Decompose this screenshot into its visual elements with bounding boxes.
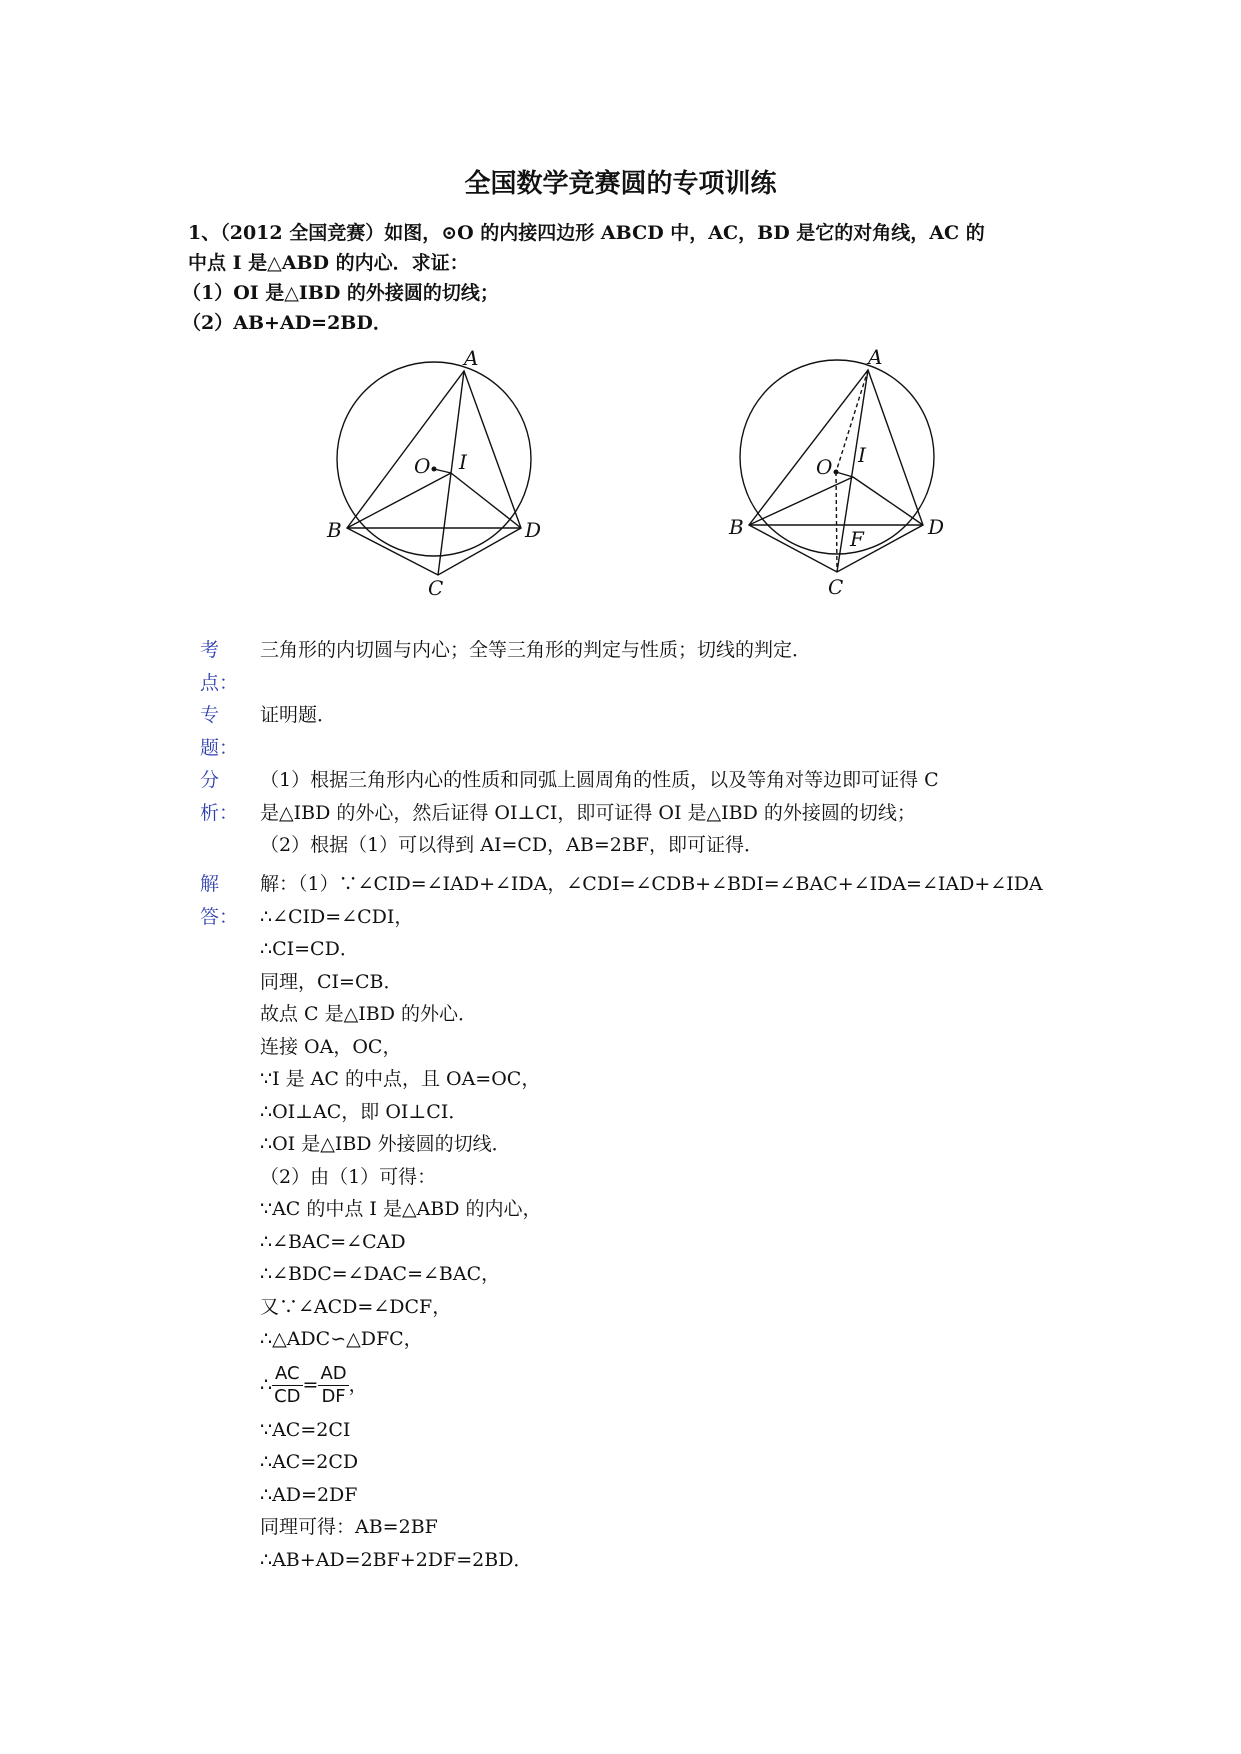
- solution-line: ∵I 是 AC 的中点，且 OA=OC，: [260, 1068, 541, 1090]
- center-point-o: [834, 470, 839, 475]
- numerator: AC: [272, 1363, 302, 1386]
- label-b: B: [327, 518, 342, 542]
- solution-line: （2）由（1）可得：: [260, 1165, 437, 1188]
- section-label: 考 点：: [200, 639, 239, 694]
- label-f: F: [850, 527, 864, 551]
- label-d: D: [928, 515, 945, 539]
- label-d: D: [525, 518, 542, 542]
- label-o: O: [816, 455, 833, 479]
- label-c: C: [428, 576, 444, 600]
- problem-part-2: （2）AB+AD=2BD．: [182, 312, 392, 334]
- solution-line: ∴∠BAC=∠CAD: [260, 1230, 406, 1253]
- solution-line: 同理，CI=CB．: [260, 970, 403, 993]
- segment-bi: [749, 477, 853, 525]
- zhuanti-text: 证明题．: [260, 704, 337, 726]
- solution-line: 故点 C 是△IBD 的外心．: [260, 1003, 477, 1025]
- figure-left: [320, 345, 570, 605]
- section-label: 分 析：: [200, 769, 239, 824]
- label-o: O: [414, 454, 431, 478]
- solution-line: ∴AB+AD=2BF+2DF=2BD．: [260, 1548, 533, 1571]
- solution-line: ∵AC=2CI: [260, 1418, 351, 1441]
- solution-line: ∴OI 是△IBD 外接圆的切线．: [260, 1133, 511, 1155]
- label-b: B: [729, 515, 744, 539]
- solution-line: ∴AC=2CD: [260, 1451, 359, 1473]
- fraction-left: [272, 1363, 302, 1408]
- solution-line: ∵AC 的中点 I 是△ABD 的内心，: [260, 1198, 542, 1220]
- fenxi-line: 是△IBD 的外心，然后证得 OI⊥CI，即可证得 OI 是△IBD 的外接圆的切线；: [260, 801, 916, 824]
- solution-line: ∴AD=2DF: [260, 1483, 358, 1506]
- label-i: I: [459, 450, 467, 474]
- solution-line: 同理可得：AB=2BF: [260, 1516, 438, 1538]
- label-i: I: [858, 443, 866, 467]
- segment-bi: [347, 473, 451, 528]
- fenxi-line: （1）根据三角形内心的性质和同弧上圆周角的性质，以及等角对等边即可证得 C: [260, 769, 939, 791]
- denominator: DF: [321, 1386, 346, 1407]
- label-a: A: [464, 346, 479, 370]
- fenxi-line: （2）根据（1）可以得到 AI=CD，AB=2BF，即可证得．: [260, 834, 763, 856]
- solution-line: ∴∠BDC=∠DAC=∠BAC，: [260, 1263, 501, 1285]
- problem-part-1: （1）OI 是△IBD 的外接圆的切线；: [182, 282, 499, 304]
- equals-sign: =: [302, 1373, 319, 1396]
- label-c: C: [828, 575, 844, 599]
- page-title: 全国数学竞赛圆的专项训练: [464, 169, 777, 199]
- center-point-o: [432, 467, 437, 472]
- fraction-suffix: ，: [348, 1373, 368, 1396]
- problem-statement: [182, 218, 1068, 338]
- solution-line: ∴CI=CD．: [260, 938, 359, 960]
- solution-line: ∴OI⊥AC，即 OI⊥CI．: [260, 1100, 468, 1123]
- segment-oi: [836, 472, 853, 477]
- solution-line: ∴∠CID=∠CDI，: [260, 905, 414, 928]
- section-label: 专 题：: [200, 704, 239, 759]
- solution-line: 又∵∠ACD=∠DCF，: [260, 1295, 452, 1318]
- problem-line-1: 1、（2012 全国竞赛）如图，⊙O 的内接四边形 ABCD 中，AC，BD 是它的对角线，AC 的: [188, 222, 985, 244]
- circle-o: [337, 362, 531, 556]
- segment-di: [853, 477, 923, 525]
- kaodian-text: 三角形的内切圆与内心；全等三角形的判定与性质；切线的判定．: [260, 639, 812, 661]
- solution-line: 连接 OA，OC，: [260, 1035, 402, 1058]
- solution-line: 解：（1）∵∠CID=∠IAD+∠IDA，∠CDI=∠CDB+∠BDI=∠BAC+∠IDA=∠IAD+∠IDA: [260, 873, 1043, 895]
- figure-right: [720, 340, 970, 605]
- solution-line: ∴△ADC∽△DFC，: [260, 1328, 423, 1350]
- denominator: CD: [274, 1386, 301, 1407]
- fraction-right: [318, 1363, 348, 1408]
- numerator: AD: [320, 1363, 347, 1384]
- segment-oi: [434, 469, 451, 473]
- quadrilateral-abcd: [347, 371, 521, 575]
- problem-line-2: 中点 I 是△ABD 的内心．求证：: [188, 252, 469, 274]
- label-a: A: [868, 345, 883, 369]
- fraction-prefix: ∴: [260, 1373, 273, 1396]
- segment-oc-dashed: [836, 472, 837, 572]
- section-label: 解 答：: [200, 873, 239, 928]
- fraction-line: [260, 1356, 1060, 1414]
